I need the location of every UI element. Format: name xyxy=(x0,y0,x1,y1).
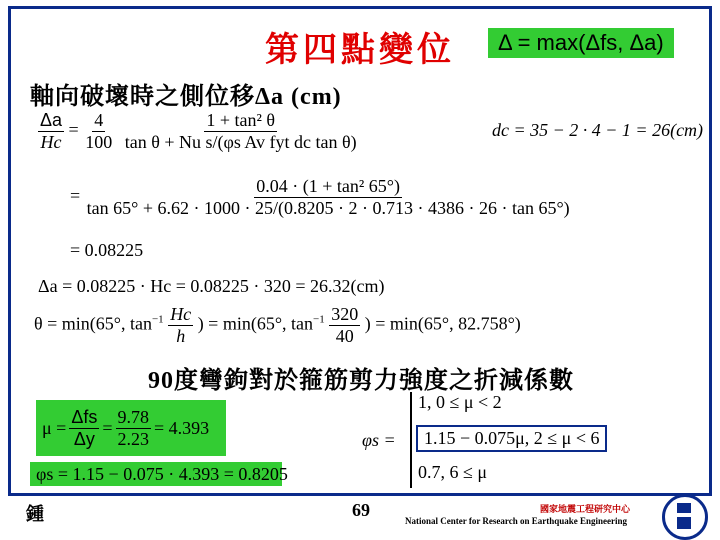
case-2: 1.15 − 0.075μ, 2 ≤ μ < 6 xyxy=(416,425,607,452)
theta-c: ) = min(65°, tan xyxy=(197,313,314,334)
eq1-frac1-den: 100 xyxy=(85,132,113,152)
dc-note: dc = 35 − 2 · 4 − 1 = 26(cm) xyxy=(492,120,704,140)
eq1-lhs-num: Δa xyxy=(40,110,63,130)
phi-lhs: φs = xyxy=(362,430,396,450)
mu-frac2-num: 9.78 xyxy=(117,406,149,427)
eq1-frac2-den: tan θ + Nu s/(φs Av fyt dc tan θ) xyxy=(124,132,357,152)
theta-frac2-num: 320 xyxy=(331,304,359,324)
eq2-num: 0.04 · (1 + tan² 65°) xyxy=(256,176,400,196)
eq1-frac2-num: 1 + tan² θ xyxy=(206,110,275,130)
mu-frac1-num: Δfs xyxy=(71,406,98,427)
ncree-logo-icon xyxy=(662,494,708,540)
org-name-cn: 國家地震工程研究中心 xyxy=(540,504,631,514)
mu-lhs: μ = xyxy=(42,417,67,438)
theta-line xyxy=(34,304,521,347)
theta-b2: −1 xyxy=(313,313,325,326)
header-formula: Δ = max(Δfs, Δa) xyxy=(488,28,674,58)
reduction-factor-heading: 90度彎鉤對於箍筋剪力強度之折減係數 xyxy=(148,368,574,394)
theta-frac1-num: Hc xyxy=(170,304,192,324)
eq1-frac1-num: 4 xyxy=(94,110,104,130)
delta-a-line: Δa = 0.08225 · Hc = 0.08225 · 320 = 26.32(cm) xyxy=(38,276,385,296)
case-1: 1, 0 ≤ μ < 2 xyxy=(418,392,502,412)
theta-d: ) = min(65°, 82.758°) xyxy=(364,313,521,334)
eq1-lhs-den: Hc xyxy=(40,132,62,152)
equation-line-1: $\frac{\Delta a}{Hc}$ = $\frac{4}{100}$ $\frac{\text{1 + tan² θ}}{\text{tan θ + Nu s/(φs Av fyt dc tan θ)}}$ xyxy=(40,110,357,152)
axial-failure-heading: 軸向破壞時之側位移Δa (cm) xyxy=(30,84,342,110)
piecewise-brace xyxy=(410,392,412,488)
mu-box: μ = $\frac{\text{Δfs}}{\Delta y}$ = $\frac{9.78}{2.23}$ = 4.393 xyxy=(36,400,226,456)
footer-author: 鍾 xyxy=(26,504,44,524)
theta-a: θ = min(65°, tan xyxy=(34,313,152,334)
page-number: 69 xyxy=(352,500,370,520)
theta-frac1-den: h xyxy=(176,326,186,346)
equation-line-3: = 0.08225 xyxy=(70,240,144,260)
mu-frac2-den: 2.23 xyxy=(117,428,149,449)
equation-line-2: = 0.04 · (1 + tan² 65°) tan 65° + 6.62 · 1000 · 25/(0.8205 · 2 · 0.713 · 4386 · 26 · tan 65°) xyxy=(70,176,570,218)
mu-frac1-den: Δy xyxy=(73,428,95,449)
theta-frac2-den: 40 xyxy=(335,326,354,346)
slide-title: 第四點變位 xyxy=(265,32,455,69)
org-name-en: National Center for Research on Earthquake Engineering xyxy=(405,516,627,526)
eq2-den: tan 65° + 6.62 · 1000 · 25/(0.8205 · 2 · 0.713 · 4386 · 26 · tan 65°) xyxy=(86,198,570,218)
theta-b: −1 xyxy=(151,313,164,326)
case-3: 0.7, 6 ≤ μ xyxy=(418,462,488,482)
mu-result: = 4.393 xyxy=(154,417,210,438)
phi-box: φs = 1.15 − 0.075 · 4.393 = 0.8205 xyxy=(30,462,282,486)
